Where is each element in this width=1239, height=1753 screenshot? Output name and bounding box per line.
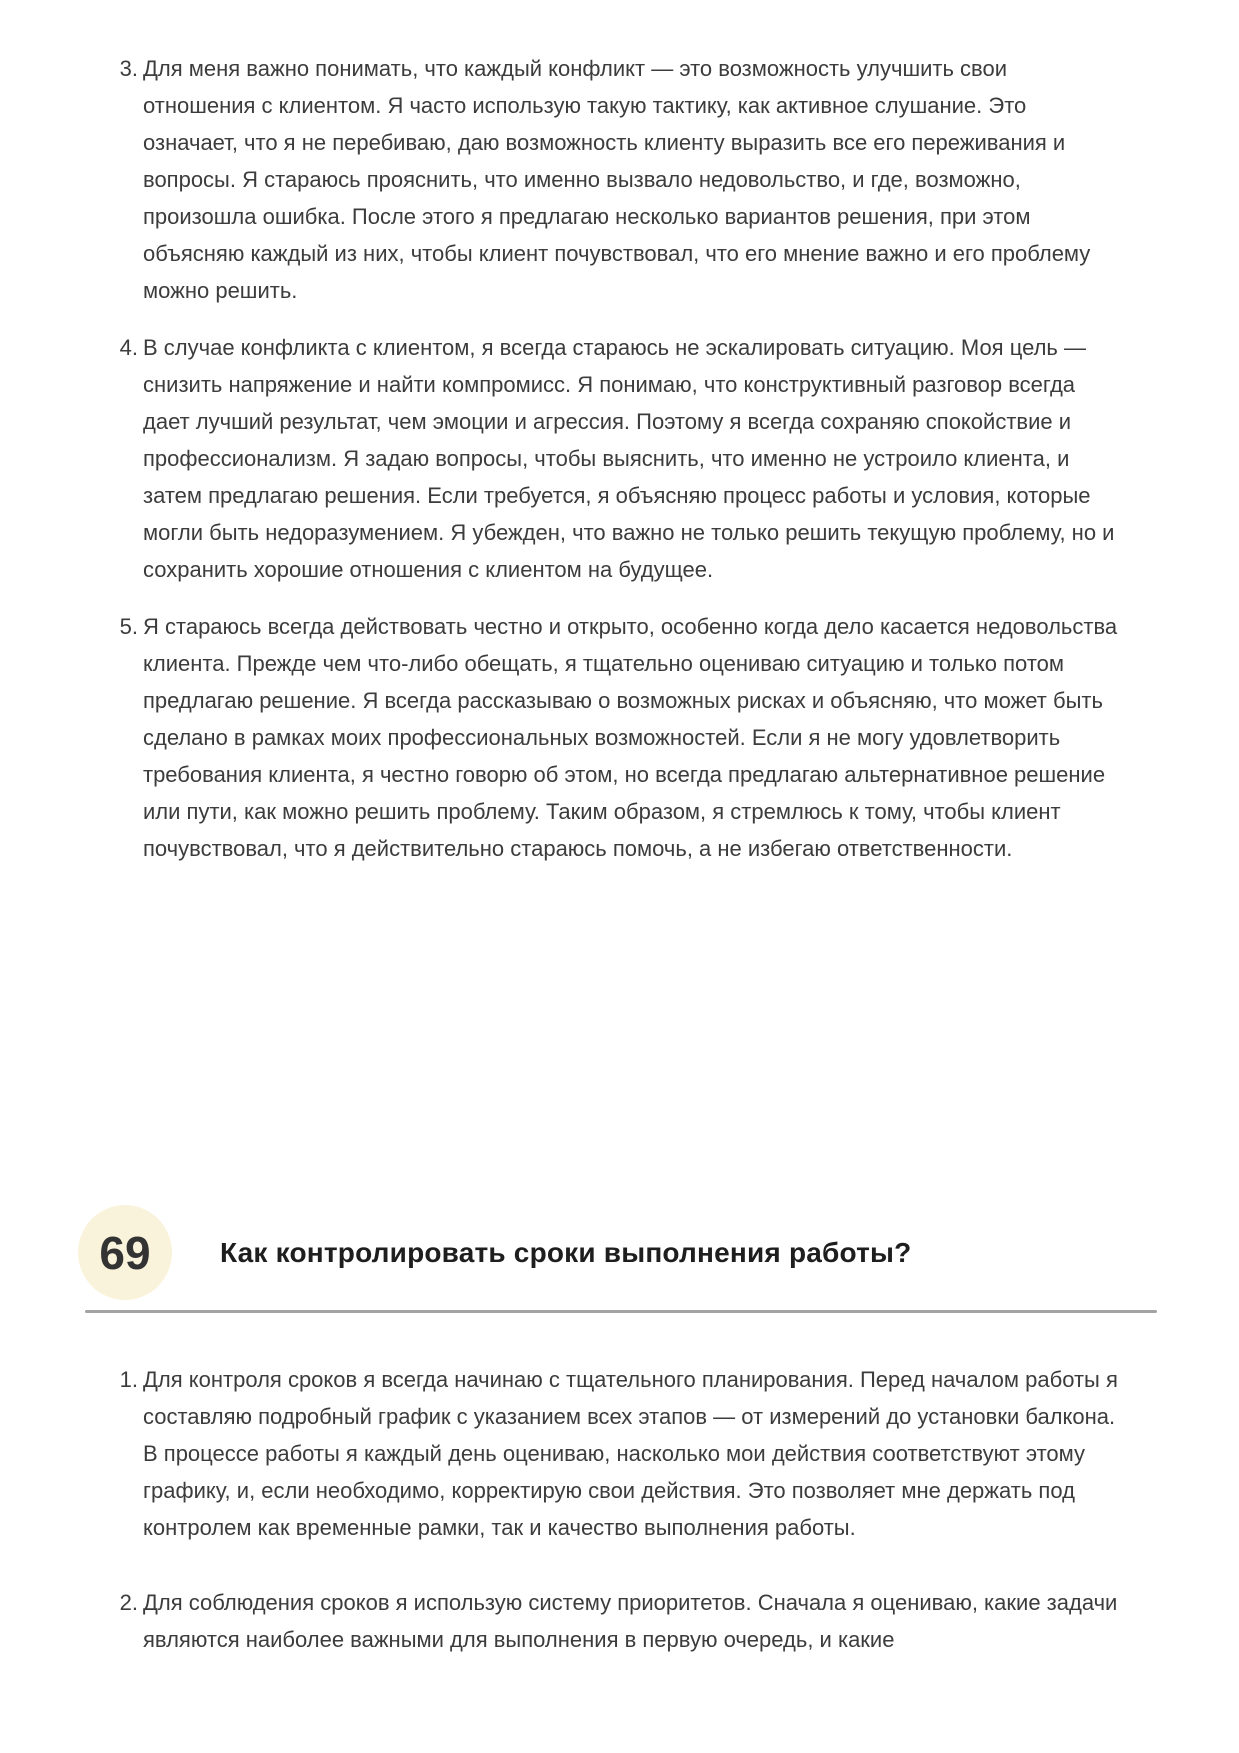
answer-list-item <box>85 329 1118 588</box>
section-divider <box>85 1310 1157 1313</box>
answer-list-item <box>85 1361 1118 1546</box>
list-item-number: 3. <box>119 56 138 81</box>
deadline-answers-list <box>85 1361 1118 1696</box>
list-item-text: Для контроля сроков я всегда начинаю с тщательного планирования. Перед началом работы я составляю подробный график с указанием всех этапов — от измерений до установки балкона. В процессе работы я каждый день оцениваю, насколько мои действия соответствуют этому графику, и, если необходимо, корректирую свои действия. Это позволяет мне держать под контролем как временные рамки, так и качество выполнения работы. <box>143 1367 1118 1540</box>
list-item-number: 1. <box>119 1367 138 1392</box>
list-item-text: Для соблюдения сроков я использую систему приоритетов. Сначала я оцениваю, какие задачи являются наиболее важными для выполнения в первую очередь, и какие <box>143 1590 1118 1652</box>
answer-list-item <box>85 608 1118 867</box>
list-item-number: 2. <box>119 1590 138 1615</box>
answer-list-item <box>85 50 1118 309</box>
list-item-text: Я стараюсь всегда действовать честно и открыто, особенно когда дело касается недовольства клиента. Прежде чем что-либо обещать, я тщательно оцениваю ситуацию и только потом предлагаю решение. Я всегда рассказываю о возможных рисках и объясняю, что может быть сделано в рамках моих профессиональных возможностей. Если я не могу удовлетворить требования клиента, я честно говорю об этом, но всегда предлагаю альтернативное решение или пути, как можно решить проблему. Таким образом, я стремлюсь к тому, чтобы клиент почувствовал, что я действительно стараюсь помочь, а не избегаю ответственности. <box>143 614 1118 861</box>
question-header <box>78 1205 1160 1313</box>
list-item-text: В случае конфликта с клиентом, я всегда стараюсь не эскалировать ситуацию. Моя цель — снизить напряжение и найти компромисс. Я понимаю, что конструктивный разговор всегда дает лучший результат, чем эмоции и агрессия. Поэтому я всегда сохраняю спокойствие и профессионализм. Я задаю вопросы, чтобы выяснить, что именно не устроило клиента, и затем предлагаю решения. Если требуется, я объясняю процесс работы и условия, которые могли быть недоразумением. Я убежден, что важно не только решить текущую проблему, но и сохранить хорошие отношения с клиентом на будущее. <box>143 335 1115 582</box>
question-header-row <box>78 1205 1160 1300</box>
question-number-badge: 69 <box>78 1205 172 1300</box>
list-item-text: Для меня важно понимать, что каждый конфликт — это возможность улучшить свои отношения с клиентом. Я часто использую такую тактику, как активное слушание. Это означает, что я не перебиваю, даю возможность клиенту выразить все его переживания и вопросы. Я стараюсь прояснить, что именно вызвало недовольство, и где, возможно, произошла ошибка. После этого я предлагаю несколько вариантов решения, при этом объясняю каждый из них, чтобы клиент почувствовал, что его мнение важно и его проблему можно решить. <box>143 56 1091 303</box>
conflict-answers-list <box>85 50 1118 887</box>
list-item-number: 5. <box>119 614 138 639</box>
answer-list-item <box>85 1584 1118 1658</box>
list-item-number: 4. <box>119 335 138 360</box>
question-title: Как контролировать сроки выполнения работы? <box>220 1236 912 1268</box>
